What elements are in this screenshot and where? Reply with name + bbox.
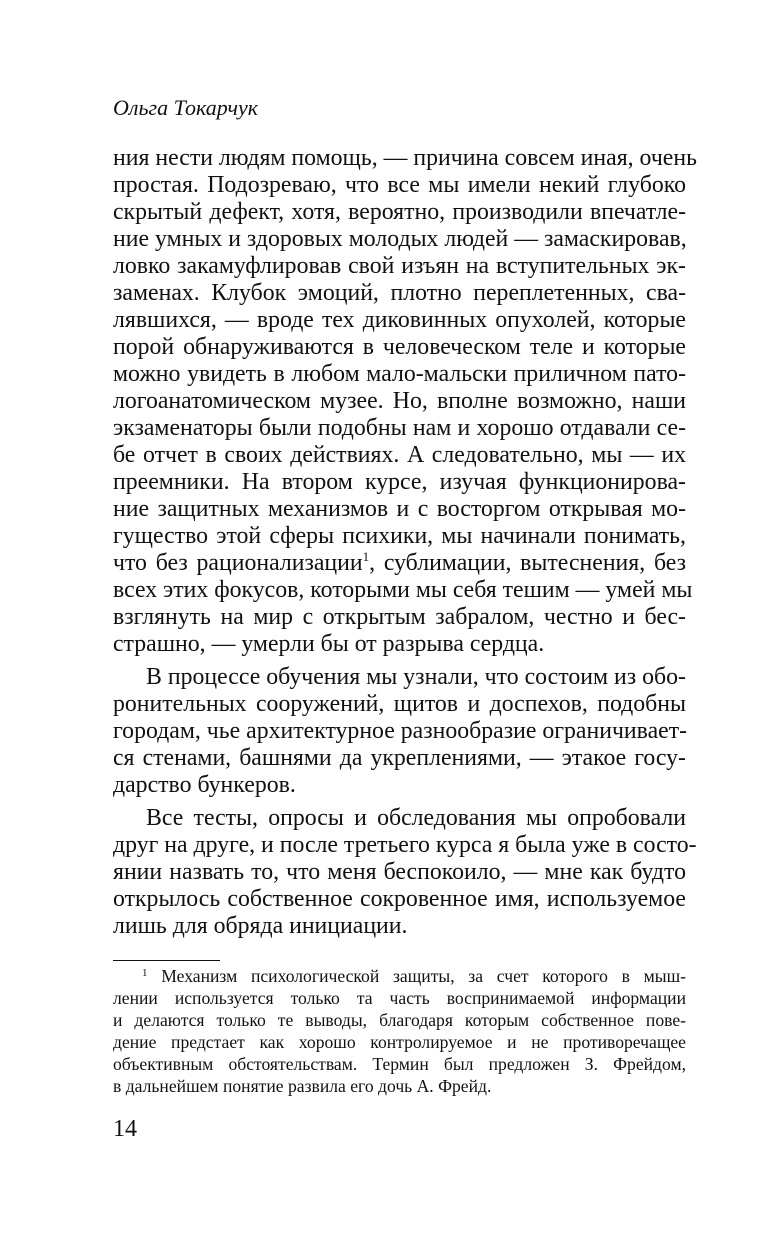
text-line-with-footnote-ref <box>113 550 686 577</box>
text-line: всех этих фокусов, которыми мы себя тешим — умей мы <box>113 577 693 603</box>
main-text <box>113 145 697 946</box>
text-line: городам, чье архитектурное разнообразие ограничивает- <box>113 718 688 744</box>
text-line: ся стенами, башнями да укреплениями, — этакое госу- <box>113 745 686 771</box>
text-line: заменах. Клубок эмоций, плотно переплетенных, сва- <box>113 280 686 306</box>
footnote-reference[interactable]: 1 <box>362 549 370 564</box>
paragraph-2 <box>113 664 686 799</box>
footnote-marker: 1 <box>142 967 148 979</box>
text-line: страшно, — умерли бы от разрыва сердца. <box>113 631 545 657</box>
text-line: экзаменаторы были подобны нам и хорошо отдавали се- <box>113 415 686 441</box>
paragraph-3 <box>113 805 697 940</box>
text-fragment: что без рационализации <box>113 550 363 576</box>
text-line: преемники. На втором курсе, изучая функционирова- <box>113 469 686 495</box>
text-line: В процессе обучения мы узнали, что состоим из обо- <box>146 664 686 690</box>
text-line: ние защитных механизмов и с восторгом открывая мо- <box>113 496 686 522</box>
text-fragment: Механизм психологической защиты, за счет которого в мыш- <box>161 966 686 986</box>
page-number: 14 <box>113 1116 137 1142</box>
text-line: ния нести людям помощь, — причина совсем иная, очень <box>113 145 697 171</box>
text-line: можно увидеть в любом мало-мальски приличном пато- <box>113 361 686 387</box>
text-line: ние умных и здоровых молодых людей — замаскировав, <box>113 226 687 252</box>
text-line: бе отчет в своих действиях. А следовательно, мы — их <box>113 442 686 468</box>
text-line: лявшихся, — вроде тех диковинных опухолей, которые <box>113 307 686 333</box>
text-line: лишь для обряда инициации. <box>113 913 408 939</box>
text-line: янии назвать то, что меня беспокоило, — мне как будто <box>113 859 686 885</box>
running-head-author: Ольга Токарчук <box>113 95 259 120</box>
text-line: скрытый дефект, хотя, вероятно, производили впечатле- <box>113 199 686 225</box>
text-line: Все тесты, опросы и обследования мы опробовали <box>146 805 686 831</box>
text-line: дарство бункеров. <box>113 772 296 798</box>
text-line: ловко закамуфлировав свой изъян на вступительных эк- <box>113 253 686 279</box>
text-fragment: , сублимации, вытеснения, без <box>369 550 686 576</box>
footnote <box>113 965 686 1097</box>
footnote-line: лении используется только та часть воспринимаемой информации <box>113 988 686 1008</box>
footnote-line: и делаются только те выводы, благодаря которым собственное пове- <box>113 1010 686 1030</box>
text-line: гущество этой сферы психики, мы начинали понимать, <box>113 523 686 549</box>
text-line: друг на друге, и после третьего курса я была уже в состо- <box>113 832 697 858</box>
text-line: ронительных сооружений, щитов и доспехов, подобны <box>113 691 686 717</box>
text-line: открылось собственное сокровенное имя, используемое <box>113 886 686 912</box>
text-line: простая. Подозреваю, что все мы имели некий глубоко <box>113 172 686 198</box>
text-line: логоанатомическом музее. Но, вполне возможно, наши <box>113 388 686 414</box>
text-line: взглянуть на мир с открытым забралом, честно и бес- <box>113 604 686 630</box>
footnote-divider <box>113 960 220 961</box>
text-line: порой обнаруживаются в человеческом теле и которые <box>113 334 686 360</box>
footnote-line: дение предстает как хорошо контролируемое и не противоречащее <box>113 1032 686 1052</box>
paragraph-1 <box>113 145 697 658</box>
footnote-line: в дальнейшем понятие развила его дочь А. Фрейд. <box>113 1076 492 1096</box>
footnote-line <box>113 965 686 987</box>
footnote-line: объективным обстоятельствам. Термин был предложен З. Фрейдом, <box>113 1054 686 1074</box>
